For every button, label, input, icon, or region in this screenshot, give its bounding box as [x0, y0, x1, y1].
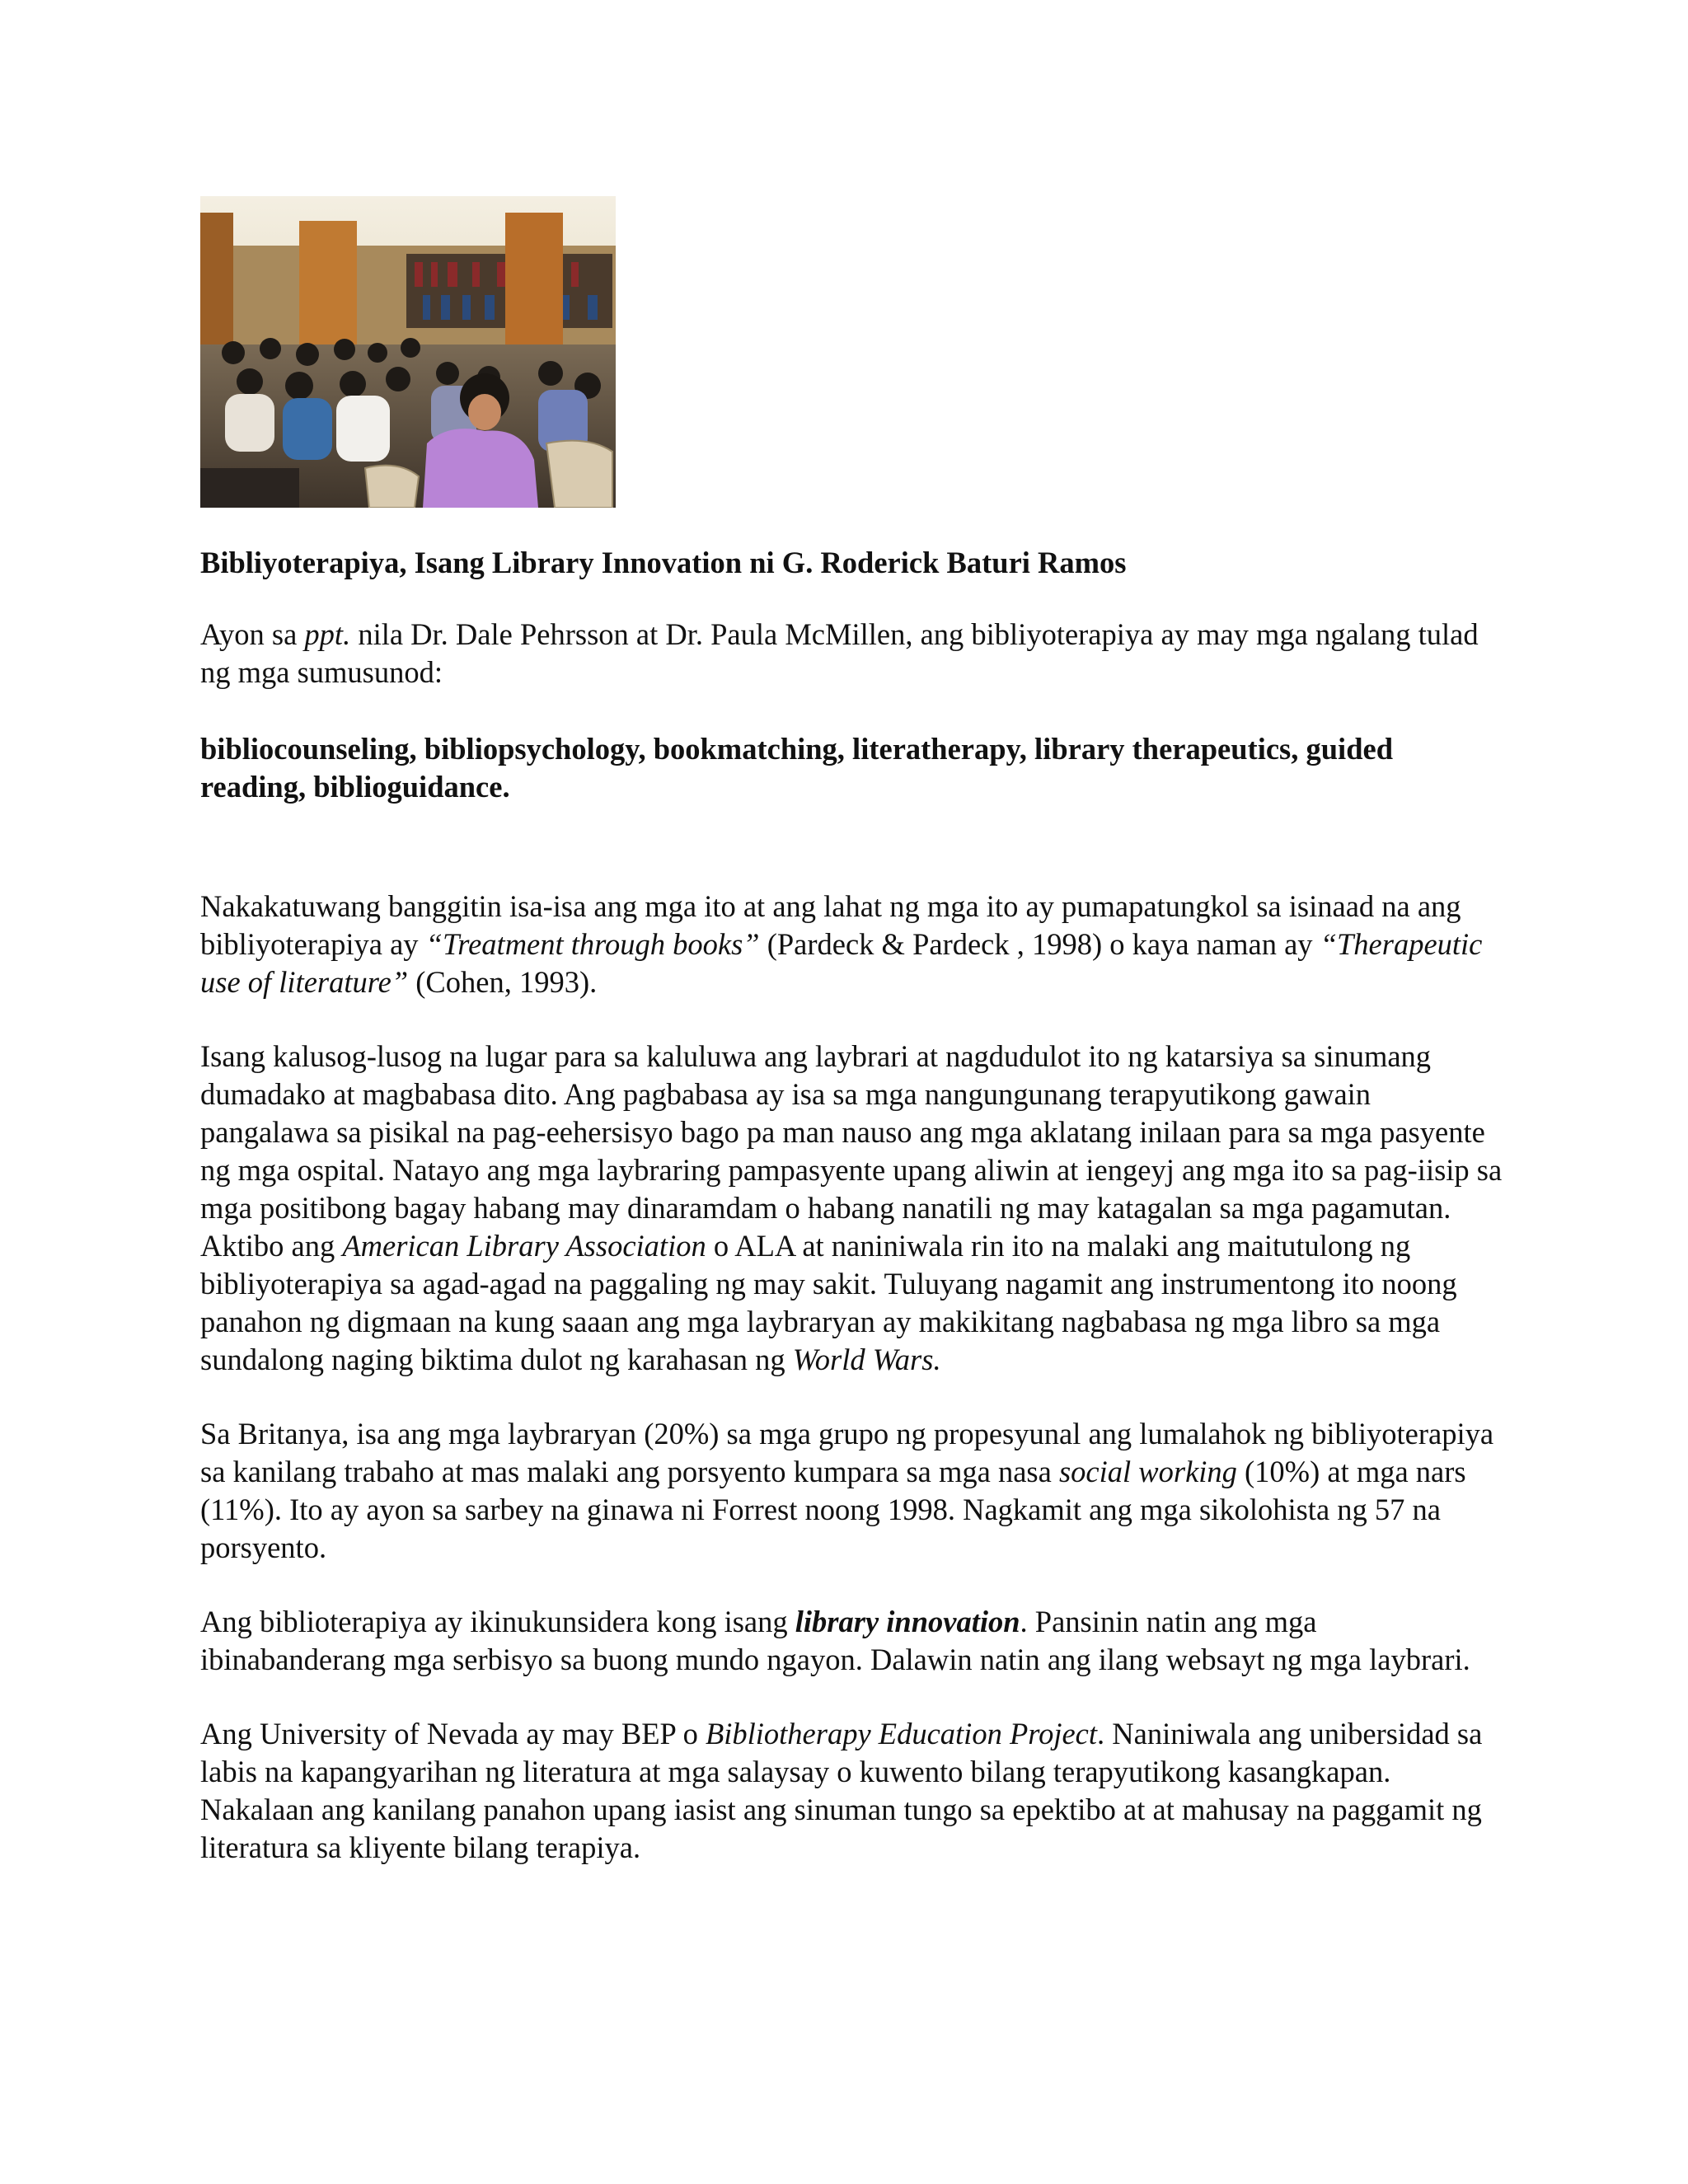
p1-text-a: Nakakatuwang banggitin isa-isa ang mga ito at ang lahat ng mga ito ay pumapatungkol sa isinaad na ang bibliyoterapiya ay: [200, 889, 1461, 961]
p3-social-working: social working: [1058, 1455, 1237, 1488]
p5-text-b: . Naniniwala ang unibersidad sa labis na kapangyarihan ng literatura at mga salaysay o kuwento bilang terapyutikong kasangkapan. Nakalaan ang kanilang panahon upang iasist ang sinuman tungo sa epektibo at at mahusay na paggamit ng literatura sa kliyente bilang terapiya.: [200, 1717, 1483, 1864]
article-title: Bibliyoterapiya, Isang Library Innovation ni G. Roderick Baturi Ramos: [200, 546, 1127, 579]
p4-library-innovation: library innovation: [795, 1605, 1020, 1638]
p3-text-a: Sa Britanya, isa ang mga laybraryan (20%) sa mga grupo ng propesyunal ang lumalahok ng bibliyoterapiya sa kanilang trabaho at mas malaki ang porsyento kumpara sa mga nasa: [200, 1417, 1494, 1488]
p2-world-wars: World Wars.: [792, 1343, 941, 1376]
p4-text-a: Ang biblioterapiya ay ikinukunsidera kong isang: [200, 1605, 795, 1638]
library-audience-photo: [200, 196, 616, 508]
p2-text-a: Isang kalusog-lusog na lugar para sa kaluluwa ang laybrari at nagdudulot ito ng katarsiya sa sinumang dumadako at magbabasa dito. Ang pagbabasa ay isa sa mga nangungunang terapyutikong gawain pangalawa sa pisikal na pag-eehersisyo bago pa man nauso ang mga aklatang inilaan para sa mga pasyente ng mga ospital. Natayo ang mga laybraring pampasyente upang aliwin at iengeyj ang mga ito sa pag-iisip sa mga positibong bagay habang may dinaramdam o habang nanatili ng may katagalan sa mga pagamutan. Aktibo ang: [200, 1039, 1503, 1263]
p2-text-b: o ALA at naniniwala rin ito na malaki ang maitutulong ng bibliyoterapiya sa agad-agad na paggaling ng may sakit. Tuluyang nagamit ang instrumentong ito noong panahon ng digmaan na kung saaan ang mga laybraryan ay makikitang nagbabasa ng mga libro sa mga sundalong naging biktima dulot ng karahasan ng: [200, 1229, 1457, 1376]
intro-ppt: ppt.: [304, 617, 351, 651]
paragraph-2: [200, 1038, 1503, 1379]
p5-text-a: Ang University of Nevada ay may BEP o: [200, 1717, 706, 1750]
paragraph-1: [200, 888, 1503, 1001]
p5-bep: Bibliotherapy Education Project: [705, 1717, 1098, 1750]
p3-text-b: (10%) at mga nars (11%). Ito ay ayon sa sarbey na ginawa ni Forrest noong 1998. Nagkamit ang mga sikolohista ng 57 na porsyento.: [200, 1455, 1466, 1564]
p2-ala: American Library Association: [342, 1229, 706, 1263]
p4-text-b: . Pansinin natin ang mga ibinabanderang mga serbisyo sa buong mundo ngayon. Dalawin natin ang ilang websayt ng mga laybrari.: [200, 1605, 1470, 1676]
terms-list: bibliocounseling, bibliopsychology, bookmatching, literatherapy, library therapeutics, guided reading, biblioguidance.: [200, 732, 1393, 804]
p1-quote-b: “Therapeutic use of literature”: [200, 927, 1483, 999]
paragraph-3: [200, 1415, 1503, 1567]
paragraph-4: [200, 1603, 1503, 1679]
p1-text-b: (Pardeck & Pardeck , 1998) o kaya naman ay: [759, 927, 1320, 961]
p1-quote-a: “Treatment through books”: [425, 927, 760, 961]
intro-paragraph: [200, 616, 1503, 691]
paragraph-5: [200, 1715, 1503, 1867]
p1-text-c: (Cohen, 1993).: [408, 965, 598, 999]
photo-illustration: [200, 196, 616, 508]
intro-text-end: nila Dr. Dale Pehrsson at Dr. Paula McMillen, ang bibliyoterapiya ay may mga ngalang tulad ng mga sumusunod:: [200, 617, 1479, 689]
intro-text: Ayon sa: [200, 617, 305, 651]
article-body: [200, 544, 1503, 1867]
